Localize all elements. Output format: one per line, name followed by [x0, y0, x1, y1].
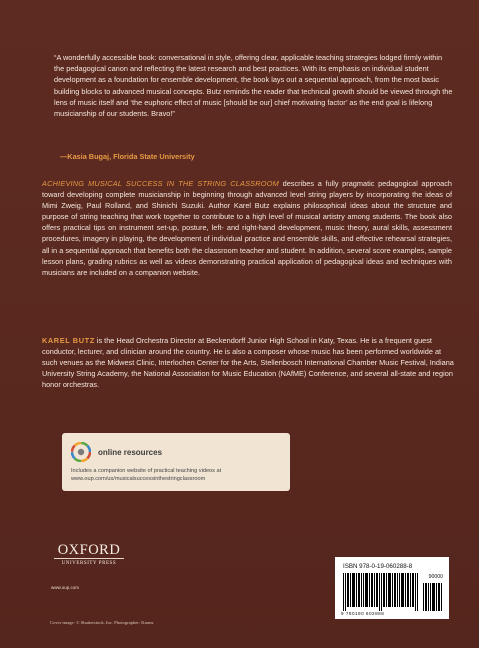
online-resources-heading: online resources	[98, 448, 163, 457]
online-resources-box	[62, 433, 290, 491]
price-barcode	[423, 583, 443, 611]
book-description	[42, 178, 452, 278]
publisher-name: OXFORD	[54, 543, 124, 559]
publisher-subtitle: UNIVERSITY PRESS	[61, 561, 117, 566]
book-title: ACHIEVING MUSICAL SUCCESS IN THE STRING CLASSROOM	[42, 179, 279, 188]
isbn-barcode	[343, 573, 419, 611]
online-resources-icon	[71, 442, 91, 462]
publisher-url: www.oup.com	[51, 585, 80, 590]
online-resources-text: Includes a companion website of practical teaching videos at www.oup.com/us/musicalsuccessinthestringclassroom	[71, 468, 222, 482]
cover-credit: Cover image: © Shutterstock, Inc. Photographer: Kanea.	[50, 620, 155, 625]
author-bio	[42, 335, 454, 390]
barcode-panel	[335, 557, 449, 619]
barcode-digits: 9 780190 602888	[341, 611, 385, 616]
author-name: KAREL BUTZ	[42, 336, 95, 345]
bio-body: is the Head Orchestra Director at Beckendorff Junior High School in Katy, Texas. He is a frequent guest conductor, lecturer, and clinician around the country. He is also a composer whose music has been performed worldwide at such venues as the Midwest Clinic, Interlochen Center for the Arts, Stellenbosch International Chamber Music Festival, Indiana University String Academy, the National Association for Music Education (NAfME) Conference, and several all-state and region honor orchestras.	[42, 336, 454, 390]
endorsement-quote: “A wonderfully accessible book: conversational in style, offering clear, applicable teaching strategies lodged firmly within the pedagogical canon and reflecting the latest research and best practices. With its emphasis on individual student development as a foundation for ensemble development, the book lays out a sequential approach, from the most basic building blocks to advanced musical concepts. Butz reminds the reader that technical growth should be viewed through the lens of music itself and ‘the euphoric effect of music [should be our] chief motivating factor’ as the end goal is lifelong musicianship of our students. Bravo!”	[54, 53, 453, 119]
price-code: 90000	[428, 574, 443, 580]
isbn-text: ISBN 978-0-19-060288-8	[343, 563, 413, 570]
publisher-logo	[54, 543, 124, 566]
description-body: describes a fully pragmatic pedagogical approach toward developing complete musicianship in beginning through advanced level string players by incorporating the ideas of Mimi Zweig, Paul Rolland, and Shinichi Suzuki. Author Karel Butz explains philosophical ideas about the structure and purpose of string teaching that work together to contribute to a high level of musical artistry among students. The book also offers practical tips on instrument set-up, posture, left- and right-hand development, music theory, aural skills, assessment procedures, imagery in playing, the development of individual practice and ensemble skills, and effective rehearsal strategies, all in a sequential approach that benefits both the classroom teacher and student. In addition, several score examples, sample lesson plans, grading rubrics as well as videos demonstrating practical application of pedagogical ideas and techniques with musicians are included on a companion website.	[42, 179, 452, 277]
endorsement-attribution: —Kasia Bugaj, Florida State University	[60, 152, 195, 161]
